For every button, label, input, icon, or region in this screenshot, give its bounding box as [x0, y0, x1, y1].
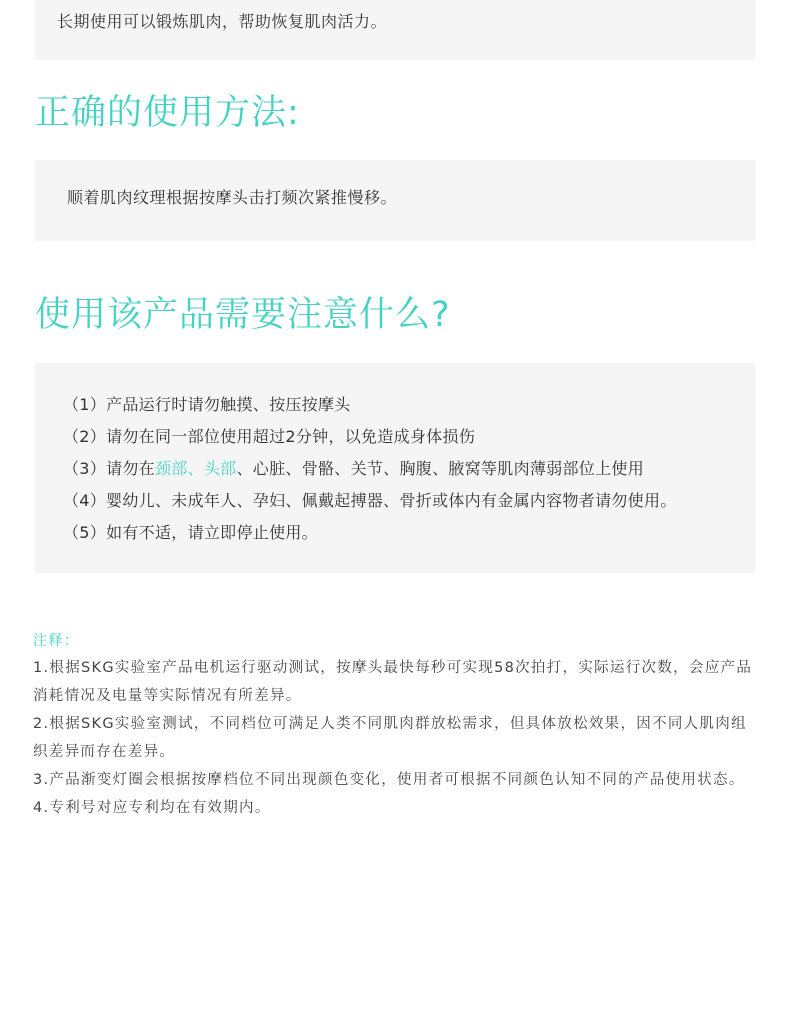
method-box: [35, 160, 755, 241]
benefit-text: 长期使用可以锻炼肌肉，帮助恢复肌肉活力。: [57, 12, 388, 31]
notes-label: 注释：: [33, 633, 80, 649]
notes-section: [33, 628, 758, 822]
notice-item: [63, 453, 677, 485]
method-text: 顺着肌肉纹理根据按摩头击打频次紧推慢移。: [67, 188, 398, 207]
notice-item: （1）产品运行时请勿触摸、按压按摩头: [63, 395, 351, 414]
notice-item: （2）请勿在同一部位使用超过2分钟，以免造成身体损伤: [63, 427, 476, 446]
notice-item: （4）婴幼儿、未成年人、孕妇、佩戴起搏器、骨折或体内有金属内容物者请勿使用。: [63, 491, 677, 510]
note-item: 1.根据SKG实验室产品电机运行驱动测试，按摩头最快每秒可实现58次拍打，实际运行次数，会应产品消耗情况及电量等实际情况有所差异。: [33, 660, 753, 704]
note-item: 2.根据SKG实验室测试，不同档位可满足人类不同肌肉群放松需求，但具体放松效果，因不同人肌肉组织差异而存在差异。: [33, 716, 747, 760]
notice-heading: 使用该产品需要注意什么?: [35, 295, 451, 335]
benefit-box: [35, 0, 755, 60]
notice-item-highlight: 颈部、头部: [154, 459, 237, 478]
notice-list: [63, 389, 677, 549]
notice-item-suffix: 、心脏、骨骼、关节、胸腹、腋窝等肌肉薄弱部位上使用: [236, 459, 645, 478]
notice-item-prefix: （3）请勿在: [63, 459, 155, 478]
note-item: 3.产品渐变灯圈会根据按摩档位不同出现颜色变化，使用者可根据不同颜色认知不同的产品使用状态。: [33, 772, 745, 788]
notice-item: （5）如有不适，请立即停止使用。: [63, 523, 318, 542]
notice-box: [35, 363, 755, 573]
note-item: 4.专利号对应专利均在有效期内。: [33, 800, 271, 816]
method-heading: 正确的使用方法:: [35, 93, 300, 133]
